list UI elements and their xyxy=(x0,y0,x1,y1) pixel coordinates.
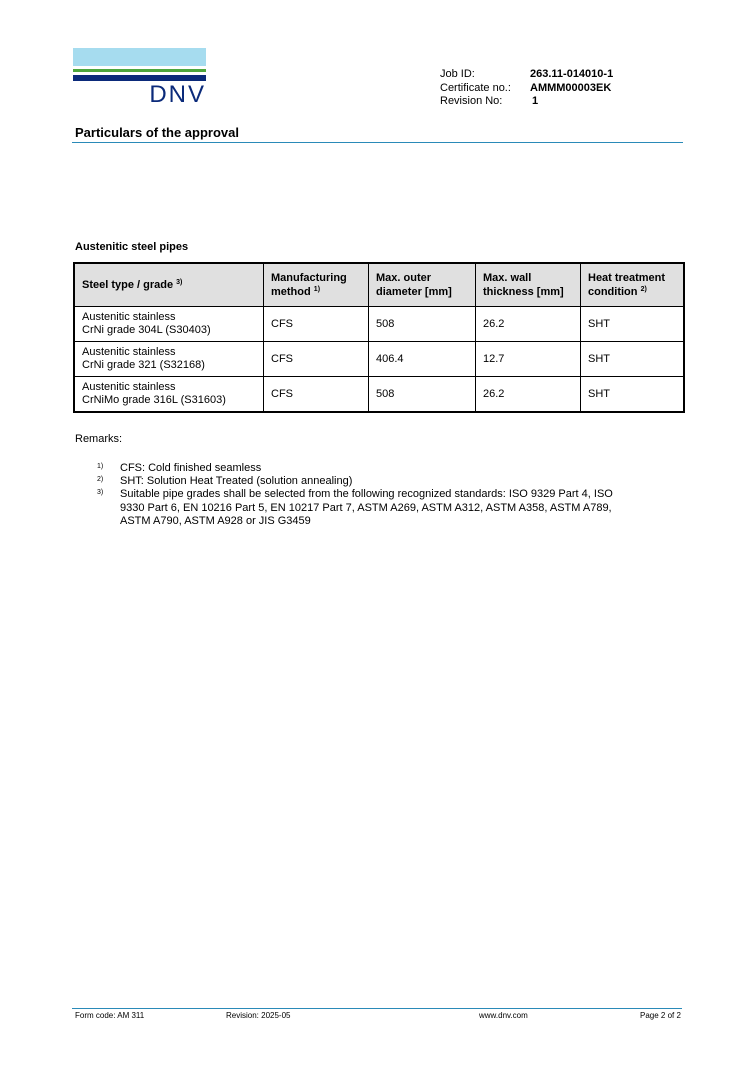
footer-divider xyxy=(72,1008,682,1009)
header-max-wall-thickness: Max. wall thickness [mm] xyxy=(476,263,581,307)
footer-form-code: Form code: AM 311 xyxy=(75,1011,145,1020)
job-id-row xyxy=(440,68,613,82)
cell-method: CFS xyxy=(264,342,369,377)
header-steel-type: Steel type / grade $^{3)}$ xyxy=(74,263,264,307)
remarks-label: Remarks: xyxy=(75,433,123,445)
cell-steel-type: Austenitic stainless CrNi grade 321 (S32168) xyxy=(74,342,264,377)
certificate-no-value: AMMM00003EK xyxy=(530,81,612,94)
logo-band-green xyxy=(73,69,206,72)
cell-thickness: 26.2 xyxy=(476,307,581,342)
certificate-meta xyxy=(440,68,613,109)
footnote xyxy=(97,475,640,488)
footnote xyxy=(97,488,640,528)
dnv-logo xyxy=(73,48,206,108)
cell-steel-type: Austenitic stainless CrNiMo grade 316L (S31603) xyxy=(74,377,264,413)
table-row xyxy=(74,307,684,342)
certificate-no-row xyxy=(440,82,613,96)
cell-diameter: 508 xyxy=(369,307,476,342)
cell-method: CFS xyxy=(264,377,369,413)
footer-website-link[interactable]: www.dnv.com xyxy=(479,1011,528,1020)
section-title: Particulars of the approval xyxy=(75,125,239,140)
logo-wordmark: DNV xyxy=(149,81,206,108)
footnote-text: Suitable pipe grades shall be selected from the following recognized standards: ISO 9329 Part 4, ISO 9330 Part 6, EN 10216 Part 5, EN 10217 Part 7, ASTM A269, ASTM A312, ASTM A358, ASTM A789, ASTM A790, ASTM A928 or JIS G3459 xyxy=(120,488,613,527)
cell-thickness: 12.7 xyxy=(476,342,581,377)
logo-band-light xyxy=(73,48,206,66)
remarks-notes xyxy=(97,462,640,528)
footnote-marker: 3) xyxy=(97,489,104,497)
approval-table xyxy=(73,262,685,413)
header-footnote-ref: 3) xyxy=(176,279,183,286)
footer-page-number: Page 2 of 2 xyxy=(640,1011,681,1020)
revision-no-label: Revision No: xyxy=(440,95,503,107)
footnote-marker: 1) xyxy=(97,463,104,470)
table-subtitle: Austenitic steel pipes xyxy=(75,241,189,253)
job-id-label: Job ID: xyxy=(440,68,475,80)
cell-steel-type: Austenitic stainless CrNi grade 304L (S30403) xyxy=(74,307,264,342)
job-id-value: 263.11-014010-1 xyxy=(530,68,614,80)
section-divider xyxy=(72,142,683,143)
table-row xyxy=(74,377,684,413)
footnote-marker: 2) xyxy=(97,476,104,484)
cell-method: CFS xyxy=(264,307,369,342)
table-header-row xyxy=(74,263,684,307)
cell-thickness: 26.2 xyxy=(476,377,581,413)
cell-heat-treatment: SHT xyxy=(581,307,685,342)
footnote-text: CFS: Cold finished seamless xyxy=(120,462,262,474)
revision-no-row xyxy=(440,95,613,109)
footnote-text: SHT: Solution Heat Treated (solution annealing) xyxy=(120,475,353,488)
header-max-outer-diameter: Max. outer diameter [mm] xyxy=(369,263,476,307)
header-footnote-ref: 1) xyxy=(313,286,321,293)
cell-diameter: 508 xyxy=(369,377,476,413)
cell-heat-treatment: SHT xyxy=(581,377,685,413)
footnote xyxy=(97,462,640,475)
header-heat-treatment: Heat treatment condition $^{2)}$ xyxy=(581,263,685,307)
footer-revision: Revision: 2025-05 xyxy=(226,1011,291,1020)
cell-heat-treatment: SHT xyxy=(581,342,685,377)
table-row xyxy=(74,342,684,377)
header-footnote-ref: 2) xyxy=(640,286,647,293)
cell-diameter: 406.4 xyxy=(369,342,476,377)
revision-no-value: 1 xyxy=(532,95,539,107)
header-manufacturing-method: Manufacturing method $^{1)}$ xyxy=(264,263,369,307)
certificate-no-label: Certificate no.: xyxy=(440,81,511,94)
